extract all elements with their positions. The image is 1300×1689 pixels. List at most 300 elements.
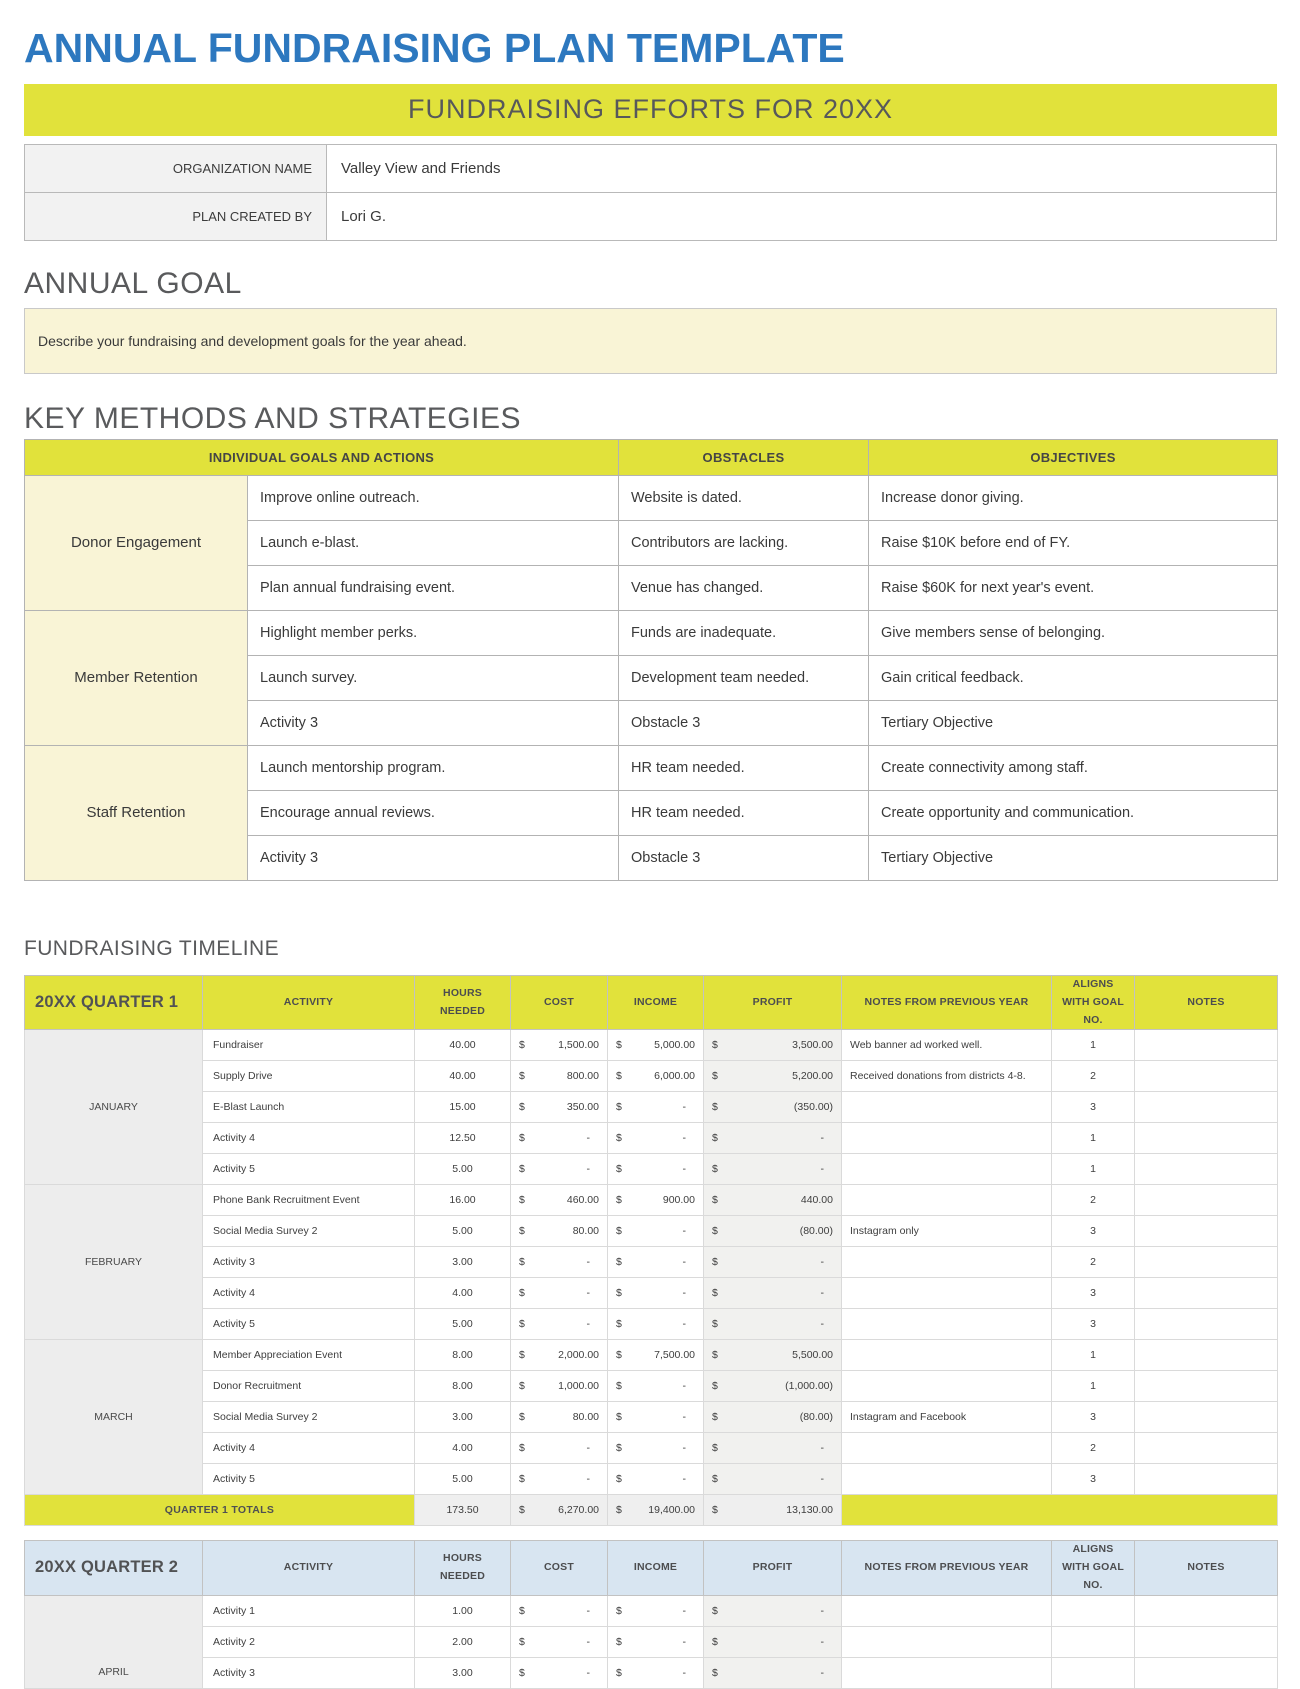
total-hours-cell: 173.50 <box>415 1495 511 1526</box>
profit-cell[interactable] <box>704 1185 842 1216</box>
hours-needed-cell[interactable]: 5.00 <box>415 1309 511 1340</box>
activity-cell[interactable]: Activity 4 <box>203 1123 415 1154</box>
currency-symbol: $ <box>519 1380 525 1393</box>
column-header-profit: PROFIT <box>704 975 842 1030</box>
cost-cell[interactable] <box>511 1371 608 1402</box>
obstacle-cell[interactable]: Contributors are lacking. <box>619 520 869 565</box>
profit-cell[interactable] <box>704 1278 842 1309</box>
cost-cell[interactable] <box>511 1657 608 1688</box>
currency-symbol: $ <box>519 1256 525 1269</box>
hours-needed-cell[interactable]: 1.00 <box>415 1595 511 1626</box>
activity-cell[interactable]: Member Appreciation Event <box>203 1340 415 1371</box>
aligns-with-goal-cell[interactable]: 2 <box>1052 1061 1135 1092</box>
timeline-row <box>25 1185 1278 1216</box>
currency-symbol: $ <box>712 1380 718 1393</box>
aligns-with-goal-cell[interactable]: 2 <box>1052 1433 1135 1464</box>
fundraising-timeline-heading: FUNDRAISING TIMELINE <box>24 936 279 960</box>
activity-cell[interactable]: Activity 3 <box>203 1247 415 1278</box>
cost-cell[interactable] <box>511 1185 608 1216</box>
total-profit-cell[interactable] <box>704 1495 842 1526</box>
key-methods-heading: KEY METHODS AND STRATEGIES <box>24 401 521 435</box>
timeline-row <box>25 1433 1278 1464</box>
notes-previous-year-cell[interactable] <box>842 1340 1052 1371</box>
action-cell[interactable]: Plan annual fundraising event. <box>248 565 619 610</box>
hours-needed-cell[interactable]: 3.00 <box>415 1657 511 1688</box>
income-cell[interactable] <box>608 1216 704 1247</box>
amount: - <box>682 1163 686 1176</box>
activity-cell[interactable]: Supply Drive <box>203 1061 415 1092</box>
notes-previous-year-cell[interactable] <box>842 1123 1052 1154</box>
profit-cell[interactable] <box>704 1340 842 1371</box>
currency-symbol: $ <box>712 1635 718 1648</box>
profit-cell[interactable] <box>704 1092 842 1123</box>
amount: - <box>682 1132 686 1145</box>
objective-cell[interactable]: Tertiary Objective <box>869 835 1278 880</box>
currency-symbol: $ <box>519 1039 525 1052</box>
column-header-activity: ACTIVITY <box>203 975 415 1030</box>
action-cell[interactable]: Highlight member perks. <box>248 610 619 655</box>
amount: 5,200.00 <box>792 1070 833 1083</box>
income-cell[interactable] <box>608 1433 704 1464</box>
income-cell[interactable] <box>608 1402 704 1433</box>
income-cell[interactable] <box>608 1247 704 1278</box>
category-cell[interactable]: Donor Engagement <box>25 475 248 610</box>
org-info-table <box>24 144 1277 241</box>
notes-cell[interactable] <box>1135 1216 1278 1247</box>
currency-symbol: $ <box>616 1411 622 1424</box>
notes-cell[interactable] <box>1135 1595 1278 1626</box>
amount: - <box>682 1380 686 1393</box>
currency-symbol: $ <box>519 1604 525 1617</box>
currency-symbol: $ <box>519 1287 525 1300</box>
currency-symbol: $ <box>616 1163 622 1176</box>
cost-cell[interactable] <box>511 1433 608 1464</box>
activity-cell[interactable]: Social Media Survey 2 <box>203 1402 415 1433</box>
action-cell[interactable]: Activity 3 <box>248 835 619 880</box>
category-cell[interactable]: Staff Retention <box>25 745 248 880</box>
timeline-row <box>25 1626 1278 1657</box>
activity-cell[interactable]: Activity 4 <box>203 1433 415 1464</box>
income-cell[interactable] <box>608 1340 704 1371</box>
activity-cell[interactable]: Activity 4 <box>203 1278 415 1309</box>
notes-previous-year-cell[interactable]: Instagram and Facebook <box>842 1402 1052 1433</box>
currency-symbol: $ <box>616 1442 622 1455</box>
activity-cell[interactable]: Activity 3 <box>203 1657 415 1688</box>
profit-cell[interactable] <box>704 1309 842 1340</box>
column-header-obstacles: OBSTACLES <box>619 439 869 475</box>
aligns-with-goal-cell[interactable]: 3 <box>1052 1309 1135 1340</box>
profit-cell[interactable] <box>704 1626 842 1657</box>
amount: - <box>682 1256 686 1269</box>
currency-symbol: $ <box>616 1256 622 1269</box>
amount: - <box>586 1163 590 1176</box>
timeline-header-row <box>25 1541 1278 1596</box>
obstacle-cell[interactable]: Website is dated. <box>619 475 869 520</box>
hours-needed-cell[interactable]: 8.00 <box>415 1340 511 1371</box>
amount: - <box>820 1473 824 1486</box>
notes-cell[interactable] <box>1135 1247 1278 1278</box>
hours-needed-cell[interactable]: 3.00 <box>415 1402 511 1433</box>
timeline-row <box>25 1402 1278 1433</box>
aligns-with-goal-cell[interactable] <box>1052 1626 1135 1657</box>
aligns-with-goal-cell[interactable]: 2 <box>1052 1185 1135 1216</box>
amount: - <box>682 1666 686 1679</box>
income-cell[interactable] <box>608 1626 704 1657</box>
profit-cell[interactable] <box>704 1216 842 1247</box>
notes-cell[interactable] <box>1135 1657 1278 1688</box>
timeline-row <box>25 1154 1278 1185</box>
total-income-cell[interactable] <box>608 1495 704 1526</box>
amount: 80.00 <box>572 1411 599 1424</box>
org-name-value[interactable]: Valley View and Friends <box>327 144 1277 192</box>
obstacle-cell[interactable]: Funds are inadequate. <box>619 610 869 655</box>
aligns-with-goal-cell[interactable]: 1 <box>1052 1154 1135 1185</box>
obstacle-cell[interactable]: Obstacle 3 <box>619 835 869 880</box>
cost-cell[interactable] <box>511 1030 608 1061</box>
activity-cell[interactable]: E-Blast Launch <box>203 1092 415 1123</box>
activity-cell[interactable]: Activity 2 <box>203 1626 415 1657</box>
quarter-1-table <box>24 975 1278 1527</box>
profit-cell[interactable] <box>704 1657 842 1688</box>
hours-needed-cell[interactable]: 5.00 <box>415 1216 511 1247</box>
column-header-notes-from-previous-year: NOTES FROM PREVIOUS YEAR <box>842 1541 1052 1596</box>
amount: (80.00) <box>799 1411 833 1424</box>
currency-symbol: $ <box>519 1635 525 1648</box>
notes-cell[interactable] <box>1135 1061 1278 1092</box>
currency-symbol: $ <box>519 1504 525 1517</box>
objective-cell[interactable]: Tertiary Objective <box>869 700 1278 745</box>
column-header-profit: PROFIT <box>704 1541 842 1596</box>
profit-cell[interactable] <box>704 1433 842 1464</box>
profit-cell[interactable] <box>704 1595 842 1626</box>
amount: - <box>586 1666 590 1679</box>
notes-cell[interactable] <box>1135 1030 1278 1061</box>
plan-created-by-value[interactable]: Lori G. <box>327 192 1277 240</box>
key-methods-table <box>24 439 1278 881</box>
hours-needed-cell[interactable]: 16.00 <box>415 1185 511 1216</box>
income-cell[interactable] <box>608 1464 704 1495</box>
hours-needed-cell[interactable]: 8.00 <box>415 1371 511 1402</box>
currency-symbol: $ <box>616 1504 622 1517</box>
quarter-totals-row <box>25 1495 1278 1526</box>
amount: 350.00 <box>566 1101 599 1114</box>
column-header-notes: NOTES <box>1135 1541 1278 1596</box>
key-methods-header-row <box>25 439 1278 475</box>
profit-cell[interactable] <box>704 1371 842 1402</box>
currency-symbol: $ <box>616 1635 622 1648</box>
action-cell[interactable]: Improve online outreach. <box>248 475 619 520</box>
action-cell[interactable]: Encourage annual reviews. <box>248 790 619 835</box>
timeline-row <box>25 1371 1278 1402</box>
activity-cell[interactable]: Activity 5 <box>203 1309 415 1340</box>
amount: 800.00 <box>566 1070 599 1083</box>
notes-previous-year-cell[interactable]: Instagram only <box>842 1216 1052 1247</box>
currency-symbol: $ <box>616 1473 622 1486</box>
amount: - <box>682 1635 686 1648</box>
action-cell[interactable]: Activity 3 <box>248 700 619 745</box>
notes-cell[interactable] <box>1135 1433 1278 1464</box>
objective-cell[interactable]: Create connectivity among staff. <box>869 745 1278 790</box>
income-cell[interactable] <box>608 1123 704 1154</box>
amount: - <box>820 1132 824 1145</box>
currency-symbol: $ <box>519 1101 525 1114</box>
column-header-aligns-with-goal-no: ALIGNS WITH GOAL NO. <box>1052 1541 1135 1596</box>
amount: - <box>682 1411 686 1424</box>
hours-needed-cell[interactable]: 2.00 <box>415 1626 511 1657</box>
amount: 1,500.00 <box>558 1039 599 1052</box>
org-row <box>25 192 1277 240</box>
column-header-objectives: OBJECTIVES <box>869 439 1278 475</box>
notes-previous-year-cell[interactable] <box>842 1657 1052 1688</box>
objective-cell[interactable]: Raise $10K before end of FY. <box>869 520 1278 565</box>
income-cell[interactable] <box>608 1185 704 1216</box>
cost-cell[interactable] <box>511 1309 608 1340</box>
cost-cell[interactable] <box>511 1061 608 1092</box>
hours-needed-cell[interactable]: 40.00 <box>415 1030 511 1061</box>
amount: 440.00 <box>800 1194 833 1207</box>
obstacle-cell[interactable]: HR team needed. <box>619 790 869 835</box>
notes-cell[interactable] <box>1135 1309 1278 1340</box>
notes-cell[interactable] <box>1135 1402 1278 1433</box>
profit-cell[interactable] <box>704 1030 842 1061</box>
activity-cell[interactable]: Phone Bank Recruitment Event <box>203 1185 415 1216</box>
cost-cell[interactable] <box>511 1402 608 1433</box>
objective-cell[interactable]: Increase donor giving. <box>869 475 1278 520</box>
timeline-row <box>25 1309 1278 1340</box>
notes-previous-year-cell[interactable] <box>842 1278 1052 1309</box>
column-header-aligns-with-goal-no: ALIGNS WITH GOAL NO. <box>1052 975 1135 1030</box>
income-cell[interactable] <box>608 1309 704 1340</box>
banner-title: FUNDRAISING EFFORTS FOR 20XX <box>407 94 894 125</box>
amount: - <box>820 1604 824 1617</box>
hours-needed-cell[interactable]: 4.00 <box>415 1433 511 1464</box>
currency-symbol: $ <box>712 1132 718 1145</box>
amount: 460.00 <box>566 1194 599 1207</box>
obstacle-cell[interactable]: Development team needed. <box>619 655 869 700</box>
cost-cell[interactable] <box>511 1092 608 1123</box>
amount: - <box>820 1635 824 1648</box>
notes-previous-year-cell[interactable]: Received donations from districts 4-8. <box>842 1061 1052 1092</box>
currency-symbol: $ <box>712 1039 718 1052</box>
notes-cell[interactable] <box>1135 1185 1278 1216</box>
notes-previous-year-cell[interactable] <box>842 1092 1052 1123</box>
cost-cell[interactable] <box>511 1278 608 1309</box>
amount: - <box>820 1442 824 1455</box>
amount: - <box>682 1101 686 1114</box>
month-cell[interactable]: JANUARY <box>25 1030 203 1185</box>
activity-cell[interactable]: Activity 1 <box>203 1595 415 1626</box>
activity-cell[interactable]: Social Media Survey 2 <box>203 1216 415 1247</box>
amount: 7,500.00 <box>654 1349 695 1362</box>
cost-cell[interactable] <box>511 1464 608 1495</box>
quarter-totals-label: QUARTER 1 TOTALS <box>25 1495 415 1526</box>
timeline-row <box>25 1595 1278 1626</box>
notes-cell[interactable] <box>1135 1371 1278 1402</box>
profit-cell[interactable] <box>704 1247 842 1278</box>
amount: (80.00) <box>799 1225 833 1238</box>
cost-cell[interactable] <box>511 1123 608 1154</box>
column-header-notes: NOTES <box>1135 975 1278 1030</box>
cost-cell[interactable] <box>511 1247 608 1278</box>
hours-needed-cell[interactable]: 4.00 <box>415 1278 511 1309</box>
currency-symbol: $ <box>712 1442 718 1455</box>
month-cell[interactable]: FEBRUARY <box>25 1185 203 1340</box>
amount: - <box>820 1287 824 1300</box>
cost-cell[interactable] <box>511 1154 608 1185</box>
amount: - <box>682 1287 686 1300</box>
profit-cell[interactable] <box>704 1154 842 1185</box>
amount: 1,000.00 <box>558 1380 599 1393</box>
income-cell[interactable] <box>608 1061 704 1092</box>
notes-cell[interactable] <box>1135 1154 1278 1185</box>
objective-cell[interactable]: Gain critical feedback. <box>869 655 1278 700</box>
objective-cell[interactable]: Raise $60K for next year's event. <box>869 565 1278 610</box>
notes-previous-year-cell[interactable] <box>842 1309 1052 1340</box>
notes-previous-year-cell[interactable]: Web banner ad worked well. <box>842 1030 1052 1061</box>
notes-previous-year-cell[interactable] <box>842 1247 1052 1278</box>
amount: (1,000.00) <box>785 1380 833 1393</box>
column-header-goals-actions: INDIVIDUAL GOALS AND ACTIONS <box>25 439 619 475</box>
aligns-with-goal-cell[interactable]: 1 <box>1052 1030 1135 1061</box>
amount: 13,130.00 <box>786 1504 833 1517</box>
aligns-with-goal-cell[interactable]: 1 <box>1052 1123 1135 1154</box>
amount: 2,000.00 <box>558 1349 599 1362</box>
currency-symbol: $ <box>519 1318 525 1331</box>
objective-cell[interactable]: Create opportunity and communication. <box>869 790 1278 835</box>
profit-cell[interactable] <box>704 1061 842 1092</box>
profit-cell[interactable] <box>704 1464 842 1495</box>
column-header-hours-needed: HOURS NEEDED <box>415 975 511 1030</box>
aligns-with-goal-cell[interactable]: 2 <box>1052 1247 1135 1278</box>
income-cell[interactable] <box>608 1092 704 1123</box>
aligns-with-goal-cell[interactable]: 3 <box>1052 1216 1135 1247</box>
amount: - <box>682 1442 686 1455</box>
timeline-row <box>25 1247 1278 1278</box>
currency-symbol: $ <box>712 1287 718 1300</box>
aligns-with-goal-cell[interactable]: 1 <box>1052 1340 1135 1371</box>
income-cell[interactable] <box>608 1595 704 1626</box>
aligns-with-goal-cell[interactable]: 3 <box>1052 1402 1135 1433</box>
income-cell[interactable] <box>608 1371 704 1402</box>
action-cell[interactable]: Launch mentorship program. <box>248 745 619 790</box>
notes-previous-year-cell[interactable] <box>842 1595 1052 1626</box>
amount: 6,270.00 <box>558 1504 599 1517</box>
currency-symbol: $ <box>712 1411 718 1424</box>
currency-symbol: $ <box>519 1473 525 1486</box>
amount: 5,000.00 <box>654 1039 695 1052</box>
currency-symbol: $ <box>519 1132 525 1145</box>
income-cell[interactable] <box>608 1278 704 1309</box>
notes-previous-year-cell[interactable] <box>842 1371 1052 1402</box>
amount: - <box>586 1604 590 1617</box>
timeline-row <box>25 1030 1278 1061</box>
month-cell[interactable]: MARCH <box>25 1340 203 1495</box>
currency-symbol: $ <box>519 1411 525 1424</box>
cost-cell[interactable] <box>511 1216 608 1247</box>
profit-cell[interactable] <box>704 1402 842 1433</box>
action-cell[interactable]: Launch e-blast. <box>248 520 619 565</box>
obstacle-cell[interactable]: Venue has changed. <box>619 565 869 610</box>
activity-cell[interactable]: Activity 5 <box>203 1464 415 1495</box>
cost-cell[interactable] <box>511 1595 608 1626</box>
currency-symbol: $ <box>616 1604 622 1617</box>
aligns-with-goal-cell[interactable]: 1 <box>1052 1371 1135 1402</box>
income-cell[interactable] <box>608 1657 704 1688</box>
currency-symbol: $ <box>616 1225 622 1238</box>
notes-previous-year-cell[interactable] <box>842 1464 1052 1495</box>
objective-cell[interactable]: Give members sense of belonging. <box>869 610 1278 655</box>
annual-goal-box[interactable]: Describe your fundraising and development goals for the year ahead. <box>24 308 1277 374</box>
hours-needed-cell[interactable]: 5.00 <box>415 1464 511 1495</box>
currency-symbol: $ <box>616 1380 622 1393</box>
key-methods-body <box>25 475 1278 880</box>
aligns-with-goal-cell[interactable] <box>1052 1657 1135 1688</box>
quarter-label: 20XX QUARTER 2 <box>25 1541 203 1596</box>
action-cell[interactable]: Launch survey. <box>248 655 619 700</box>
notes-cell[interactable] <box>1135 1340 1278 1371</box>
timeline-row <box>25 1123 1278 1154</box>
quarter-label: 20XX QUARTER 1 <box>25 975 203 1030</box>
hours-needed-cell[interactable]: 12.50 <box>415 1123 511 1154</box>
activity-cell[interactable]: Donor Recruitment <box>203 1371 415 1402</box>
notes-previous-year-cell[interactable] <box>842 1185 1052 1216</box>
income-cell[interactable] <box>608 1154 704 1185</box>
month-cell[interactable]: APRIL <box>25 1595 203 1688</box>
notes-previous-year-cell[interactable] <box>842 1433 1052 1464</box>
obstacle-cell[interactable]: Obstacle 3 <box>619 700 869 745</box>
aligns-with-goal-cell[interactable]: 3 <box>1052 1092 1135 1123</box>
category-cell[interactable]: Member Retention <box>25 610 248 745</box>
column-header-activity: ACTIVITY <box>203 1541 415 1596</box>
activity-cell[interactable]: Activity 5 <box>203 1154 415 1185</box>
notes-cell[interactable] <box>1135 1123 1278 1154</box>
amount: - <box>586 1132 590 1145</box>
amount: - <box>820 1666 824 1679</box>
currency-symbol: $ <box>519 1349 525 1362</box>
hours-needed-cell[interactable]: 15.00 <box>415 1092 511 1123</box>
profit-cell[interactable] <box>704 1123 842 1154</box>
notes-cell[interactable] <box>1135 1092 1278 1123</box>
hours-needed-cell[interactable]: 3.00 <box>415 1247 511 1278</box>
notes-cell[interactable] <box>1135 1626 1278 1657</box>
aligns-with-goal-cell[interactable]: 3 <box>1052 1464 1135 1495</box>
total-cost-cell[interactable] <box>511 1495 608 1526</box>
column-header-income: INCOME <box>608 975 704 1030</box>
currency-symbol: $ <box>712 1318 718 1331</box>
cost-cell[interactable] <box>511 1340 608 1371</box>
activity-cell[interactable]: Fundraiser <box>203 1030 415 1061</box>
totals-filler-cell <box>842 1495 1278 1526</box>
obstacle-cell[interactable]: HR team needed. <box>619 745 869 790</box>
notes-previous-year-cell[interactable] <box>842 1626 1052 1657</box>
page-title: ANNUAL FUNDRAISING PLAN TEMPLATE <box>24 25 845 71</box>
currency-symbol: $ <box>712 1194 718 1207</box>
currency-symbol: $ <box>712 1225 718 1238</box>
currency-symbol: $ <box>616 1132 622 1145</box>
notes-previous-year-cell[interactable] <box>842 1154 1052 1185</box>
timeline-row <box>25 1216 1278 1247</box>
income-cell[interactable] <box>608 1030 704 1061</box>
amount: - <box>682 1318 686 1331</box>
cost-cell[interactable] <box>511 1626 608 1657</box>
notes-cell[interactable] <box>1135 1278 1278 1309</box>
notes-cell[interactable] <box>1135 1464 1278 1495</box>
aligns-with-goal-cell[interactable] <box>1052 1595 1135 1626</box>
hours-needed-cell[interactable]: 40.00 <box>415 1061 511 1092</box>
aligns-with-goal-cell[interactable]: 3 <box>1052 1278 1135 1309</box>
currency-symbol: $ <box>519 1666 525 1679</box>
hours-needed-cell[interactable]: 5.00 <box>415 1154 511 1185</box>
